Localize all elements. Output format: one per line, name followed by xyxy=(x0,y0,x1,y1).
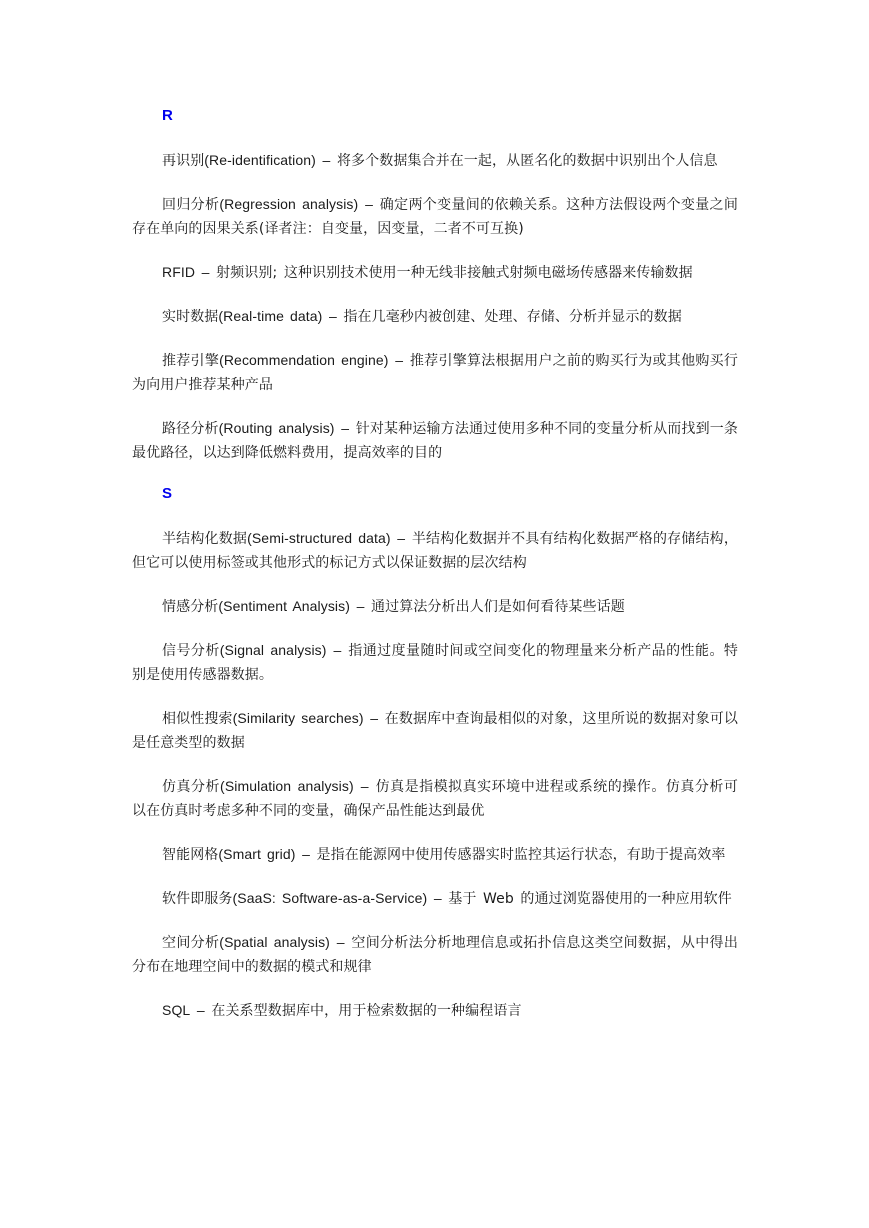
entry-definition: 仿真是指模拟真实环境中进程或系统的操作。仿真分析可以在仿真时考虑多种不同的变量，确保产品性能达到最优 xyxy=(132,779,738,819)
glossary-entry xyxy=(132,998,738,1023)
entry-term: 回归分析(Regression analysis) xyxy=(162,196,359,212)
entry-term: 软件即服务(SaaS: Software-as-a-Service) xyxy=(162,890,428,906)
entry-term: 信号分析(Signal analysis) xyxy=(162,642,327,658)
entry-separator: – xyxy=(356,598,365,614)
entry-separator: – xyxy=(333,642,342,658)
entry-term: 情感分析(Sentiment Analysis) xyxy=(162,598,351,614)
entry-definition: 在关系型数据库中，用于检索数据的一种编程语言 xyxy=(211,1003,522,1019)
entry-definition: 空间分析法分析地理信息或拓扑信息这类空间数据，从中得出分布在地理空间中的数据的模式和规律 xyxy=(132,935,738,975)
entry-separator: – xyxy=(365,196,373,212)
glossary-content xyxy=(132,106,738,1042)
entry-term: 仿真分析(Simulation analysis) xyxy=(162,778,354,794)
entry-separator: – xyxy=(341,420,350,436)
entry-separator: – xyxy=(395,352,404,368)
entry-separator: – xyxy=(433,890,442,906)
glossary-entry xyxy=(132,638,738,687)
glossary-entry xyxy=(132,886,738,911)
entry-definition: 是指在能源网中使用传感器实时监控其运行状态，有助于提高效率 xyxy=(316,847,726,863)
glossary-entry xyxy=(132,526,738,575)
entry-term: 半结构化数据(Semi-structured data) xyxy=(162,530,391,546)
entry-definition: 推荐引擎算法根据用户之前的购买行为或其他购买行为向用户推荐某种产品 xyxy=(132,353,738,393)
glossary-entry xyxy=(132,930,738,979)
entry-separator: – xyxy=(328,308,337,324)
glossary-entry xyxy=(132,148,738,173)
glossary-entry xyxy=(132,416,738,465)
glossary-entry xyxy=(132,260,738,285)
entry-definition: 半结构化数据并不具有结构化数据严格的存储结构，但它可以使用标签或其他形式的标记方式以保证数据的层次结构 xyxy=(132,531,738,571)
entry-term: SQL xyxy=(162,1002,191,1018)
glossary-entry xyxy=(132,594,738,619)
entry-separator: – xyxy=(196,1002,205,1018)
entry-definition: 射频识别; 这种识别技术使用一种无线非接触式射频电磁场传感器来传输数据 xyxy=(216,265,693,281)
entry-term: 路径分析(Routing analysis) xyxy=(162,420,335,436)
entry-term: RFID xyxy=(162,264,196,280)
glossary-entry xyxy=(132,348,738,397)
glossary-entry xyxy=(132,192,738,241)
section-heading-r: R xyxy=(162,107,173,124)
entry-separator: – xyxy=(370,710,379,726)
entry-definition: 指通过度量随时间或空间变化的物理量来分析产品的性能。特别是使用传感器数据。 xyxy=(132,643,738,683)
entry-separator: – xyxy=(322,152,331,168)
entry-definition: 通过算法分析出人们是如何看待某些话题 xyxy=(371,599,625,615)
entry-term: 空间分析(Spatial analysis) xyxy=(162,934,330,950)
entry-term: 相似性搜索(Similarity searches) xyxy=(162,710,364,726)
section-heading-s: S xyxy=(162,485,173,502)
entry-definition: 针对某种运输方法通过使用多种不同的变量分析从而找到一条最优路径，以达到降低燃料费用，提高效率的目的 xyxy=(132,421,739,461)
entry-separator: – xyxy=(336,934,345,950)
entry-definition: 基于 Web 的通过浏览器使用的一种应用软件 xyxy=(448,891,732,907)
entry-term: 再识别(Re-identification) xyxy=(162,152,316,168)
entry-definition: 确定两个变量间的依赖关系。这种方法假设两个变量之间存在单向的因果关系(译者注：自变量，因变量，二者不可互换) xyxy=(132,197,738,237)
entry-separator: – xyxy=(201,264,210,280)
entry-term: 推荐引擎(Recommendation engine) xyxy=(162,352,389,368)
glossary-entry xyxy=(132,706,738,755)
glossary-entry xyxy=(132,304,738,329)
glossary-entry xyxy=(132,774,738,823)
entry-separator: – xyxy=(397,530,406,546)
entry-term: 智能网格(Smart grid) xyxy=(162,846,296,862)
entry-definition: 在数据库中查询最相似的对象，这里所说的数据对象可以是任意类型的数据 xyxy=(132,711,738,751)
entry-separator: – xyxy=(302,846,310,862)
glossary-entry xyxy=(132,842,738,867)
entry-definition: 将多个数据集合并在一起，从匿名化的数据中识别出个人信息 xyxy=(336,153,718,169)
entry-term: 实时数据(Real-time data) xyxy=(162,308,323,324)
entry-definition: 指在几毫秒内被创建、处理、存储、分析并显示的数据 xyxy=(343,309,682,325)
entry-separator: – xyxy=(360,778,369,794)
